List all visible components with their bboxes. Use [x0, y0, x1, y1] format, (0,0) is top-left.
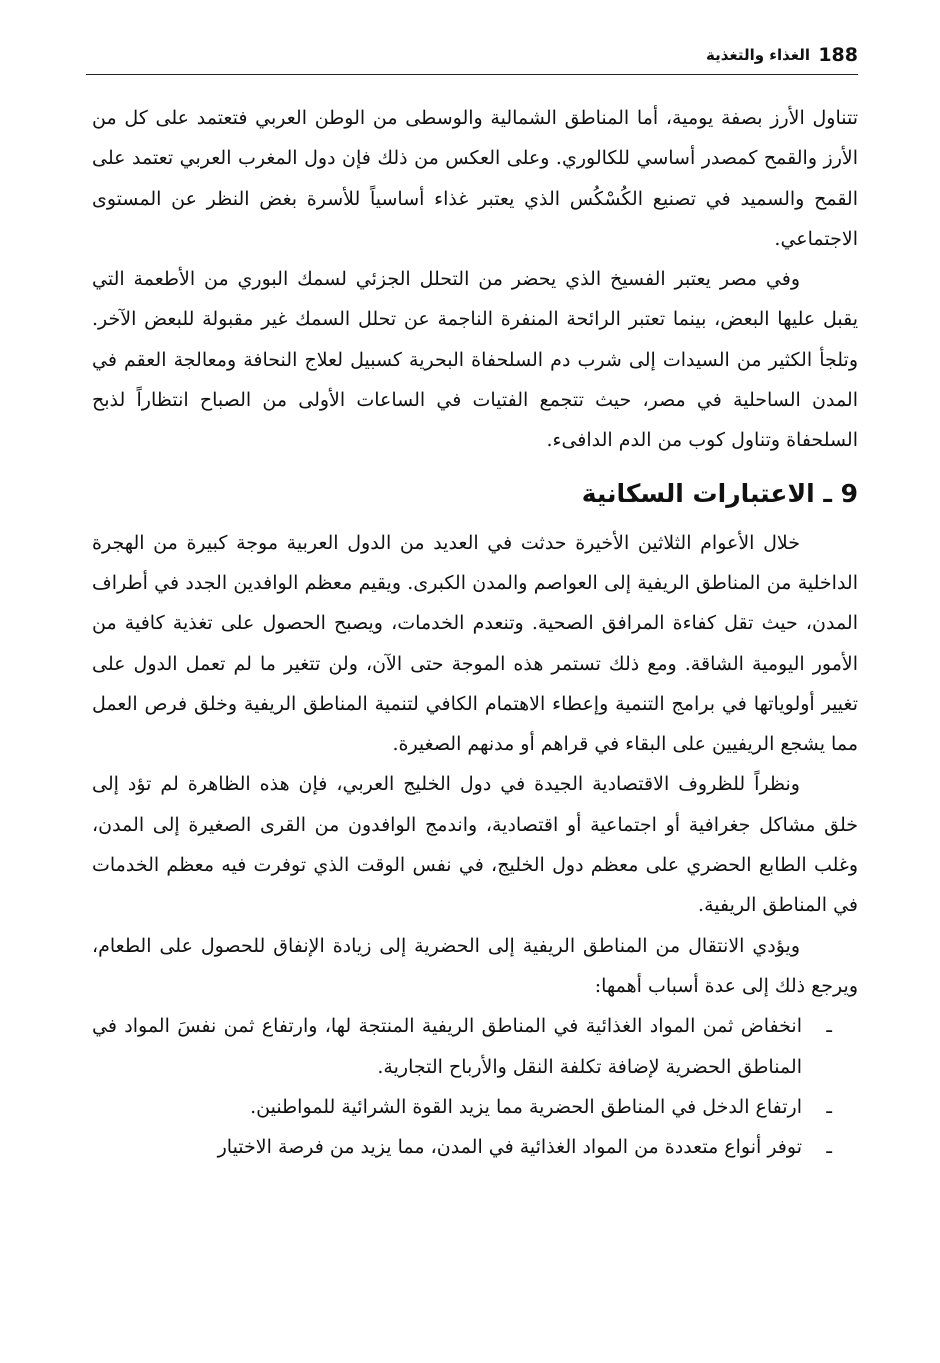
bullet-dash: ـ [826, 1136, 832, 1159]
body-text [92, 98, 858, 1167]
paragraph: تتناول الأرز بصفة يومية، أما المناطق الشمالية والوسطى من الوطن العربي فتعتمد على كل من الأرز والقمح كمصدر أساسي للكالوري. وعلى العكس من ذلك فإن دول المغرب العربي تعتمد على القمح والسميد في تصنيع الكُسْكُس الذي يعتبر غذاء أساسياً للأسرة بغض النظر عن المستوى الاجتماعي. [92, 107, 858, 250]
list-item-text: ارتفاع الدخل في المناطق الحضرية مما يزيد القوة الشرائية للمواطنين. [250, 1095, 802, 1118]
page-header [86, 42, 858, 75]
running-title: الغذاء والتغذية [705, 46, 810, 64]
bullet-list [92, 1006, 858, 1167]
bullet-dash: ـ [826, 1095, 832, 1118]
paragraph: ويؤدي الانتقال من المناطق الريفية إلى الحضرية إلى زيادة الإنفاق للحصول على الطعام، ويرجع ذلك إلى عدة أسباب أهمها: [92, 934, 858, 997]
paragraph: ونظراً للظروف الاقتصادية الجيدة في دول الخليج العربي، فإن هذه الظاهرة لم تؤد إلى خلق مشاكل جغرافية أو اجتماعية أو اقتصادية، واندمج الوافدون من القرى الصغيرة إلى المدن، وغلب الطابع الحضري على معظم دول الخليج، في نفس الوقت الذي توفرت فيه معظم الخدمات في المناطق الريفية. [92, 773, 858, 917]
list-item [92, 1006, 858, 1087]
paragraph: خلال الأعوام الثلاثين الأخيرة حدثت في العديد من الدول العربية موجة كبيرة من الهجرة الداخلية من المناطق الريفية إلى العواصم والمدن الكبرى. ويقيم معظم الوافدين الجدد في أطراف المدن، حيث تقل كفاءة المرافق الصحية. وتنعدم الخدمات، ويصبح الحصول على تغذية كافية من الأمور اليومية الشاقة. ومع ذلك تستمر هذه الموجة حتى الآن، ولن تتغير ما لم تعمل الدول على تغيير أولوياتها في برامج التنمية وإعطاء الاهتمام الكافي لتنمية المناطق الريفية وخلق فرص العمل مما يشجع الريفيين على البقاء في قراهم أو مدنهم الصغيرة. [92, 531, 858, 756]
list-item-text: انخفاض ثمن المواد الغذائية في المناطق الريفية المنتجة لها، وارتفاع ثمن نفسَ المواد في المناطق الحضرية لإضافة تكلفة النقل والأرباح التجارية. [92, 1015, 802, 1078]
section-heading: 9 ـ الاعتبارات السكانية [581, 478, 858, 508]
list-item [92, 1127, 858, 1167]
paragraph: وفي مصر يعتبر الفسيخ الذي يحضر من التحلل الجزئي لسمك البوري من الأطعمة التي يقبل عليها البعض، بينما تعتبر الرائحة المنفرة الناجمة عن تحلل السمك غير مقبولة للبعض الآخر. وتلجأ الكثير من السيدات إلى شرب دم السلحفاة البحرية كسبيل لعلاج النحافة ومعالجة العقم في المدن الساحلية في مصر، حيث تتجمع الفتيات في الساعات الأولى من الصباح انتظاراً لذبح السلحفاة وتناول كوب من الدم الدافىء. [92, 268, 858, 452]
list-item-text: توفر أنواع متعددة من المواد الغذائية في المدن، مما يزيد من فرصة الاختيار [217, 1136, 802, 1159]
bullet-dash: ـ [826, 1015, 832, 1038]
list-item [92, 1087, 858, 1127]
page-number: 188 [818, 44, 858, 66]
